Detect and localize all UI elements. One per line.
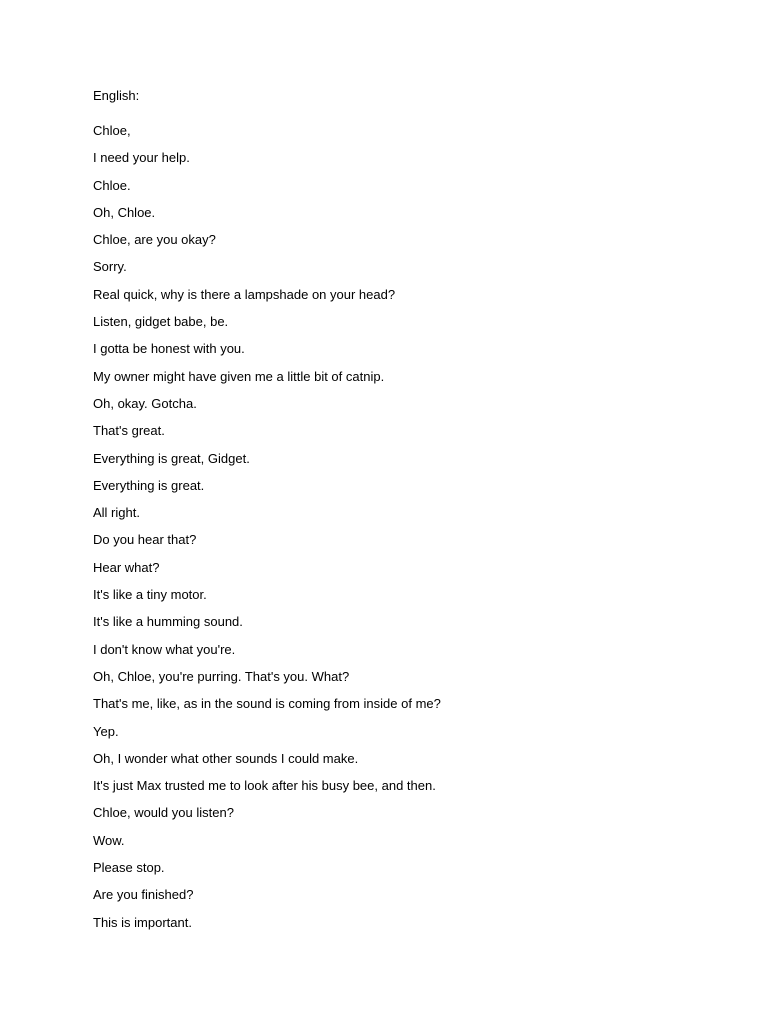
transcript-line: Wow. (93, 832, 125, 848)
transcript-line: Oh, Chloe, you're purring. That's you. What? (93, 668, 350, 684)
transcript-line: Oh, okay. Gotcha. (93, 395, 197, 411)
transcript-line: Chloe. (93, 177, 131, 193)
transcript-line: Real quick, why is there a lampshade on your head? (93, 286, 396, 302)
document-heading: English: (93, 88, 140, 103)
transcript-line: I need your help. (93, 150, 190, 166)
transcript-line: Everything is great, Gidget. (93, 450, 250, 466)
transcript-line: Hear what? (93, 559, 160, 575)
transcript-line: Chloe, would you listen? (93, 805, 234, 821)
transcript-line: I gotta be honest with you. (93, 341, 245, 357)
transcript-line: Are you finished? (93, 887, 194, 903)
transcript-line: Do you hear that? (93, 532, 197, 548)
transcript-line: Oh, Chloe. (93, 204, 156, 220)
transcript-line: Please stop. (93, 860, 165, 876)
transcript-line: Sorry. (93, 259, 127, 275)
transcript-line: It's like a humming sound. (93, 614, 243, 630)
document-page (93, 87, 713, 930)
transcript-line: All right. (93, 505, 140, 521)
transcript-line: Chloe, are you okay? (93, 232, 216, 248)
transcript-line: It's like a tiny motor. (93, 587, 207, 603)
transcript-line: That's me, like, as in the sound is coming from inside of me? (93, 696, 441, 712)
transcript-line: Everything is great. (93, 477, 205, 493)
transcript-line: Oh, I wonder what other sounds I could make. (93, 750, 359, 766)
transcript-line: Listen, gidget babe, be. (93, 314, 229, 330)
transcript-line: That's great. (93, 423, 165, 439)
transcript-line: Chloe, (93, 123, 131, 138)
transcript-line: My owner might have given me a little bit of catnip. (93, 368, 385, 384)
transcript-line: This is important. (93, 914, 192, 930)
transcript-line: Yep. (93, 723, 119, 739)
transcript-line: It's just Max trusted me to look after his busy bee, and then. (93, 778, 436, 794)
transcript-line: I don't know what you're. (93, 641, 236, 657)
transcript-lines (93, 122, 441, 941)
